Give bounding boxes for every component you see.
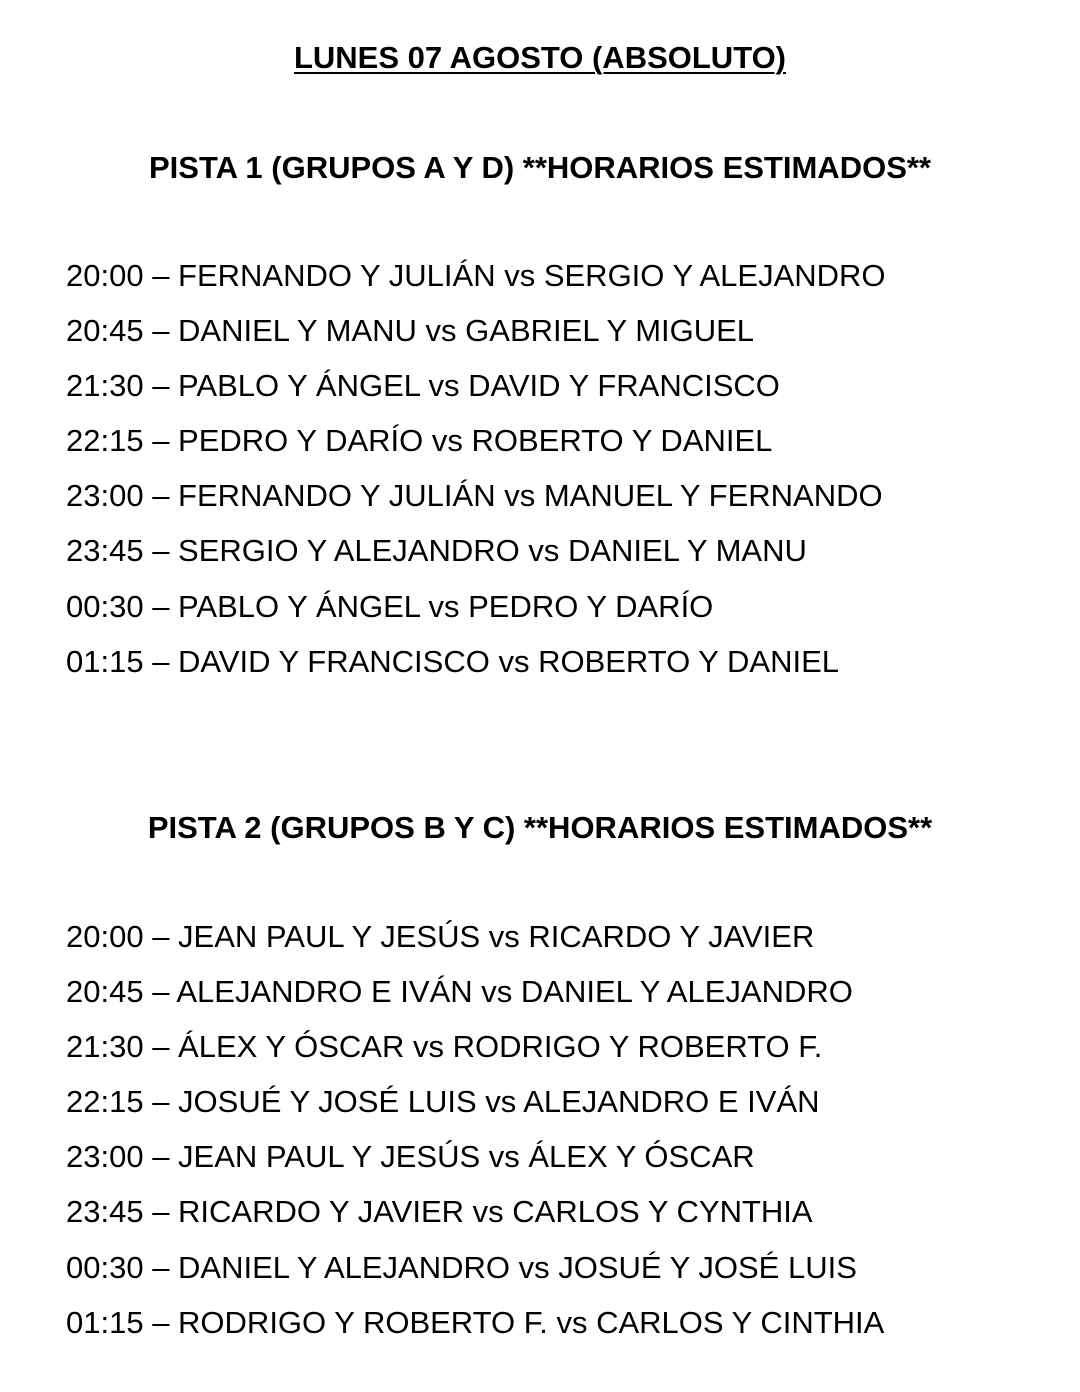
team-b: GABRIEL Y MIGUEL: [465, 313, 755, 349]
team-a: FERNANDO Y JULIÁN: [178, 258, 496, 293]
team-b: PEDRO Y DARÍO: [468, 588, 714, 624]
team-b: DANIEL Y MANU: [567, 533, 807, 569]
match-row: [66, 1027, 1056, 1082]
match-time: 00:30: [66, 588, 144, 624]
match-row: [66, 476, 1056, 531]
match-time: 20:00: [66, 258, 144, 293]
match-time: 20:45: [66, 974, 144, 1010]
match-row: [66, 1303, 1056, 1358]
match-time: 21:30: [66, 368, 144, 404]
team-a: JEAN PAUL Y JESÚS: [178, 1139, 481, 1175]
match-time: 01:15: [66, 1304, 144, 1340]
team-a: DANIEL Y MANU: [178, 313, 417, 349]
page-title: LUNES 07 AGOSTO (ABSOLUTO): [293, 40, 787, 75]
team-b: ALEJANDRO E IVÁN: [523, 1084, 820, 1120]
team-a: PEDRO Y DARÍO: [178, 423, 424, 459]
match-separator: –: [143, 423, 179, 459]
versus-label: vs: [480, 1139, 529, 1175]
match-row: [66, 642, 1056, 697]
match-list-pista-2: [66, 917, 1056, 1358]
match-separator: –: [143, 1304, 179, 1340]
match-row: [66, 531, 1056, 586]
match-row: [66, 366, 1056, 421]
match-time: 20:00: [66, 919, 144, 954]
match-row: [66, 421, 1056, 476]
team-b: JOSUÉ Y JOSÉ LUIS: [558, 1249, 857, 1285]
team-a: JOSUÉ Y JOSÉ LUIS: [178, 1084, 477, 1120]
match-row: [66, 1248, 1056, 1303]
versus-label: vs: [464, 1194, 513, 1230]
team-a: FERNANDO Y JULIÁN: [178, 478, 496, 514]
match-time: 23:45: [66, 533, 144, 569]
match-separator: –: [143, 1029, 179, 1065]
versus-label: vs: [510, 1249, 559, 1285]
versus-label: vs: [416, 313, 466, 349]
team-a: PABLO Y ÁNGEL: [178, 588, 420, 624]
team-b: CARLOS Y CINTHIA: [596, 1304, 885, 1340]
versus-label: vs: [495, 478, 544, 514]
match-time: 22:15: [66, 423, 144, 459]
team-a: ÁLEX Y ÓSCAR: [178, 1029, 405, 1065]
versus-label: vs: [404, 1029, 453, 1065]
match-separator: –: [143, 1194, 179, 1230]
team-a: DANIEL Y ALEJANDRO: [178, 1249, 510, 1285]
team-a: DAVID Y FRANCISCO: [178, 643, 490, 679]
match-separator: –: [143, 313, 179, 349]
team-a: ALEJANDRO E IVÁN: [176, 974, 473, 1010]
match-separator: –: [143, 1249, 179, 1285]
team-b: SERGIO Y ALEJANDRO: [543, 258, 886, 293]
match-row: [66, 1137, 1056, 1192]
match-separator: –: [143, 368, 179, 404]
team-a: JEAN PAUL Y JESÚS: [178, 919, 481, 954]
match-time: 01:15: [66, 643, 144, 679]
team-a: RODRIGO Y ROBERTO F.: [178, 1304, 548, 1340]
versus-label: vs: [480, 919, 529, 954]
team-b: CARLOS Y CYNTHIA: [512, 1194, 813, 1230]
match-row: [66, 917, 1056, 972]
team-a: PABLO Y ÁNGEL: [178, 368, 420, 404]
match-separator: –: [143, 919, 179, 954]
team-b: MANUEL Y FERNANDO: [543, 478, 883, 514]
versus-label: vs: [489, 643, 539, 679]
match-separator: –: [143, 478, 179, 514]
match-list-pista-1: [66, 256, 1056, 697]
match-row: [66, 587, 1056, 642]
match-time: 23:00: [66, 478, 144, 514]
team-a: SERGIO Y ALEJANDRO: [178, 533, 520, 569]
match-time: 22:15: [66, 1084, 144, 1120]
versus-label: vs: [419, 368, 469, 404]
match-row: [66, 972, 1056, 1027]
team-b: RODRIGO Y ROBERTO F.: [452, 1029, 823, 1065]
versus-label: vs: [476, 1084, 524, 1120]
match-row: [66, 311, 1056, 366]
team-b: RICARDO Y JAVIER: [528, 919, 815, 954]
team-b: ROBERTO Y DANIEL: [538, 643, 840, 679]
match-time: 20:45: [66, 313, 144, 349]
team-b: DAVID Y FRANCISCO: [468, 368, 780, 404]
match-time: 21:30: [66, 1029, 144, 1065]
team-b: DANIEL Y ALEJANDRO: [520, 974, 853, 1010]
match-time: 00:30: [66, 1249, 144, 1285]
team-b: ÁLEX Y ÓSCAR: [528, 1139, 755, 1175]
versus-label: vs: [519, 533, 568, 569]
match-separator: –: [143, 258, 179, 293]
match-separator: –: [143, 974, 177, 1010]
versus-label: vs: [547, 1304, 597, 1340]
team-b: ROBERTO Y DANIEL: [471, 423, 773, 459]
match-row: [66, 1192, 1056, 1247]
match-separator: –: [143, 643, 179, 679]
match-separator: –: [143, 1084, 179, 1120]
match-separator: –: [143, 1139, 179, 1175]
section-heading-pista-2: PISTA 2 (GRUPOS B Y C) **HORARIOS ESTIMADOS**: [147, 810, 933, 845]
match-time: 23:45: [66, 1194, 144, 1230]
match-separator: –: [143, 588, 179, 624]
team-a: RICARDO Y JAVIER: [178, 1194, 465, 1230]
match-row: [66, 1082, 1056, 1137]
versus-label: vs: [419, 588, 469, 624]
match-time: 23:00: [66, 1139, 144, 1175]
versus-label: vs: [472, 974, 521, 1010]
section-heading-pista-1: PISTA 1 (GRUPOS A Y D) **HORARIOS ESTIMADOS**: [148, 150, 931, 185]
match-separator: –: [143, 533, 179, 569]
versus-label: vs: [495, 258, 544, 293]
versus-label: vs: [423, 423, 472, 459]
match-row: [66, 256, 1056, 311]
